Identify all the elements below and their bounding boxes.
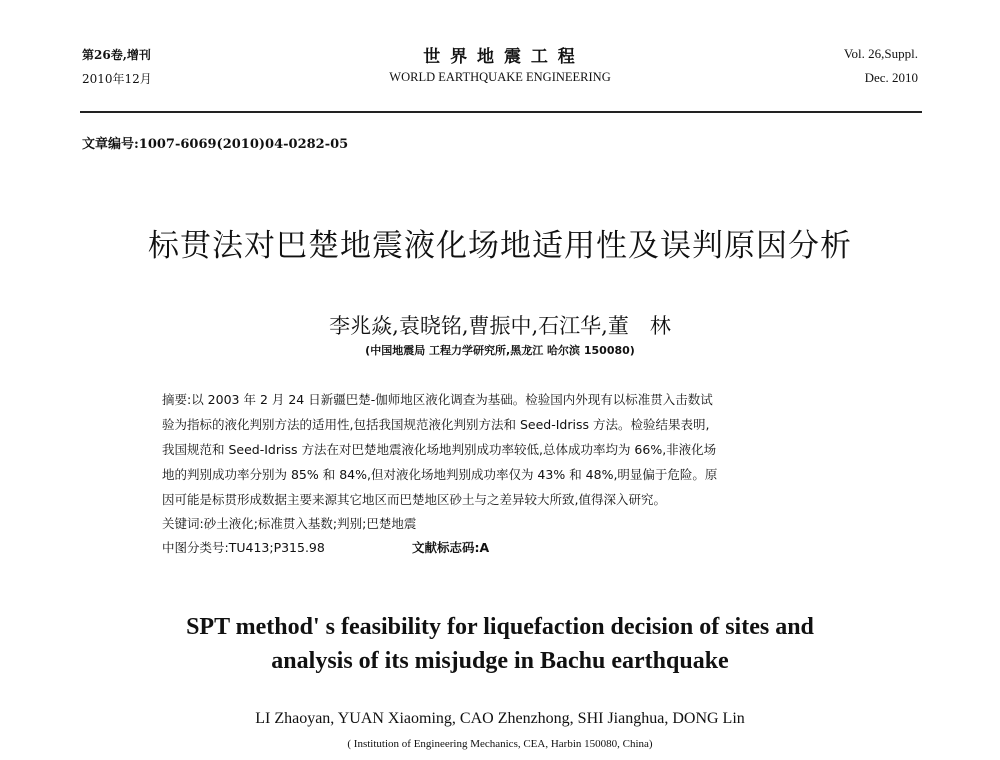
document-code: 文献标志码:A xyxy=(412,540,490,555)
abstract-line: 地的判别成功率分别为 85% 和 84%,但对液化场地判别成功率仅为 43% 和 48%,明显偏于危险。原 xyxy=(162,467,718,482)
affiliation-en: ( Institution of Engineering Mechanics, CEA, Harbin 150080, China) xyxy=(347,738,653,750)
affiliation-cn: (中国地震局 工程力学研究所,黑龙江 哈尔滨 150080) xyxy=(365,344,635,357)
article-number: 文章编号:1007-6069(2010)04-0282-05 xyxy=(82,137,349,152)
authors-en: LI Zhaoyan, YUAN Xiaoming, CAO Zhenzhong, SHI Jianghua, DONG Lin xyxy=(255,710,745,727)
keywords: 关键词:砂土液化;标准贯入基数;判别;巴楚地震 xyxy=(162,516,417,531)
journal-name-cn: 世 界 地 震 工 程 xyxy=(423,47,577,67)
abstract-line: 验为指标的液化判别方法的适用性,包括我国规范液化判别方法和 Seed-Idriss 方法。检验结果表明, xyxy=(162,417,710,432)
journal-name-en: WORLD EARTHQUAKE ENGINEERING xyxy=(389,70,611,84)
authors-cn: 李兆焱,袁晓铭,曹振中,石江华,董 林 xyxy=(329,314,671,338)
title-en-line1: SPT method' s feasibility for liquefaction decision of sites and xyxy=(186,614,814,640)
date-cn: 2010年12月 xyxy=(82,72,152,86)
abstract-line: 我国规范和 Seed-Idriss 方法在对巴楚地震液化场地判别成功率较低,总体成功率均为 66%,非液化场 xyxy=(162,442,717,457)
header-rule xyxy=(80,111,922,113)
title-cn: 标贯法对巴楚地震液化场地适用性及误判原因分析 xyxy=(148,228,852,264)
abstract-line: 因可能是标贯形成数据主要来源其它地区而巴楚地区砂土与之差异较大所致,值得深入研究。 xyxy=(162,492,666,507)
volume-cn: 第26卷,增刊 xyxy=(82,48,151,62)
classification-number: 中图分类号:TU413;P315.98 xyxy=(162,540,325,555)
volume-en: Vol. 26,Suppl. xyxy=(843,46,918,61)
title-en-line2: analysis of its misjudge in Bachu earthquake xyxy=(271,648,729,674)
date-en: Dec. 2010 xyxy=(864,70,918,85)
abstract-line: 摘要:以 2003 年 2 月 24 日新疆巴楚-伽师地区液化调查为基础。检验国内外现有以标准贯入击数试 xyxy=(162,392,713,407)
